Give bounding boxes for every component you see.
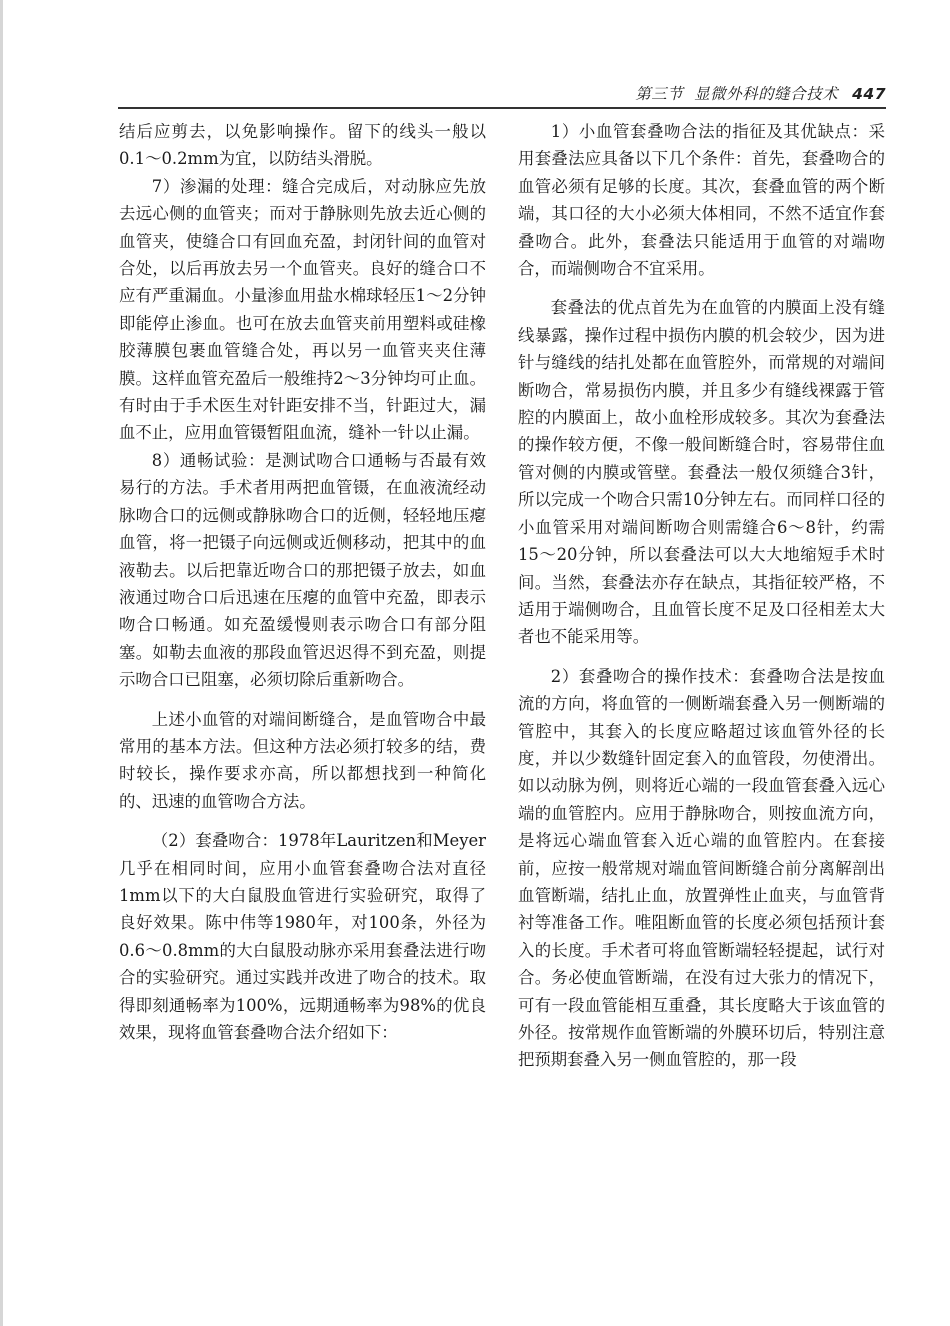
paragraph-technique: 2）套叠吻合的操作技术：套叠吻合法是按血流的方向，将血管的一侧断端套叠入另一侧断端的管腔中，其套入的长度应略超过该血管外径的长度，并以少数缝针固定套入的血管段，勿使滑出。如以动脉为例，则将近心端的一段血管套叠入远心端的血管腔内。应用于静脉吻合，则按血流方向，是将远心端血管套入近心端的血管腔内。在套接前，应按一般常规对端血管间断缝合前分离解剖出血管断端，结扎止血，放置弹性止血夹，与血管背衬等准备工作。唯阻断血管的长度必须包括预计套入的长度。手术者可将血管断端轻轻提起，试行对合。务必使血管断端，在没有过大张力的情况下，可有一段血管能相互重叠，其长度略大于该血管的外径。按常规作血管断端的外膜环切后，特别注意把预期套叠入另一侧血管腔的，那一段 [518, 666, 885, 1070]
paragraph-indications: 1）小血管套叠吻合法的指征及其优缺点：采用套叠法应具备以下几个条件：首先，套叠吻合的血管必须有足够的长度。其次，套叠血管的两个断端，其口径的大小必须大体相同，不然不适宜作套叠吻合。此外，套叠法只能适用于血管的对端吻合，而端侧吻合不宜采用。 [518, 122, 885, 279]
paragraph-summary: 上述小血管的对端间断缝合，是血管吻合中最常用的基本方法。但这种方法必须打较多的结，费时较长，操作要求亦高，所以都想找到一种简化的、迅速的血管吻合方法。 [119, 709, 486, 811]
paragraph-leakage-handling: 7）渗漏的处理：缝合完成后，对动脉应先放去远心侧的血管夹；而对于静脉则先放去近心侧的血管夹，使缝合口有回血充盈，封闭针间的血管对合处，以后再放去另一个血管夹。良好的缝合口不应有严重漏血。小量渗血用盐水棉球轻压1～2分钟即能停止渗血。也可在放去血管夹前用塑料或硅橡胶薄膜包裹血管缝合处，再以另一血管夹夹住薄膜。这样血管充盈后一般维持2～3分钟均可止血。有时由于手术医生对针距安排不当，针距过大，漏血不止，应用血管镊暂阻血流，缝补一针以止漏。 [119, 176, 486, 443]
header-rule [118, 107, 886, 109]
header-text [635, 82, 886, 104]
left-column [119, 118, 486, 1046]
paragraph-sleeve-anastomosis: （2）套叠吻合：1978年Lauritzen和Meyer几乎在相同时间，应用小血管套叠吻合法对直径1mm以下的大白鼠股血管进行实验研究，取得了良好效果。陈中伟等1980年，对100条，外径为0.6～0.8mm的大白鼠股动脉亦采用套叠法进行吻合的实验研究。通过实践并改进了吻合的技术。取得即刻通畅率为100%，远期通畅率为98%的优良效果，现将血管套叠吻合法介绍如下： [119, 831, 486, 1042]
right-column [518, 118, 885, 1074]
paragraph-continuation: 结后应剪去，以免影响操作。留下的线头一般以0.1～0.2mm为宜，以防结头滑脱。 [119, 122, 486, 169]
paragraph-advantages: 套叠法的优点首先为在血管的内膜面上没有缝线暴露，操作过程中损伤内膜的机会较少，因为进针与缝线的结扎处都在血管腔外，而常规的对端间断吻合，常易损伤内膜，并且多少有缝线裸露于管腔的内膜面上，故小血栓形成较多。其次为套叠法的操作较方便，不像一般间断缝合时，容易带住血管对侧的内膜或管壁。套叠法一般仅须缝合3针，所以完成一个吻合只需10分钟左右。而同样口径的小血管采用对端间断吻合则需缝合6～8针，约需15～20分钟，所以套叠法可以大大地缩短手术时间。当然，套叠法亦存在缺点，其指征较严格，不适用于端侧吻合，且血管长度不足及口径相差太大者也不能采用等。 [518, 298, 885, 647]
running-header [118, 82, 886, 106]
page-edge [0, 0, 3, 1326]
header-title: 显微外科的缝合技术 [694, 85, 839, 103]
header-section: 第三节 [635, 85, 684, 103]
paragraph-patency-test: 8）通畅试验：是测试吻合口通畅与否最有效易行的方法。手术者用两把血管镊，在血液流经动脉吻合口的远侧或静脉吻合口的近侧，轻轻地压瘪血管，将一把镊子向远侧或近侧移动，把其中的血液勒去。以后把靠近吻合口的那把镊子放去，如血液通过吻合口后迅速在压瘪的血管中充盈，即表示吻合口畅通。如充盈缓慢则表示吻合口有部分阻塞。如勒去血液的那段血管迟迟得不到充盈，则提示吻合口已阻塞，必须切除后重新吻合。 [119, 450, 486, 690]
page-number: 447 [852, 85, 886, 103]
